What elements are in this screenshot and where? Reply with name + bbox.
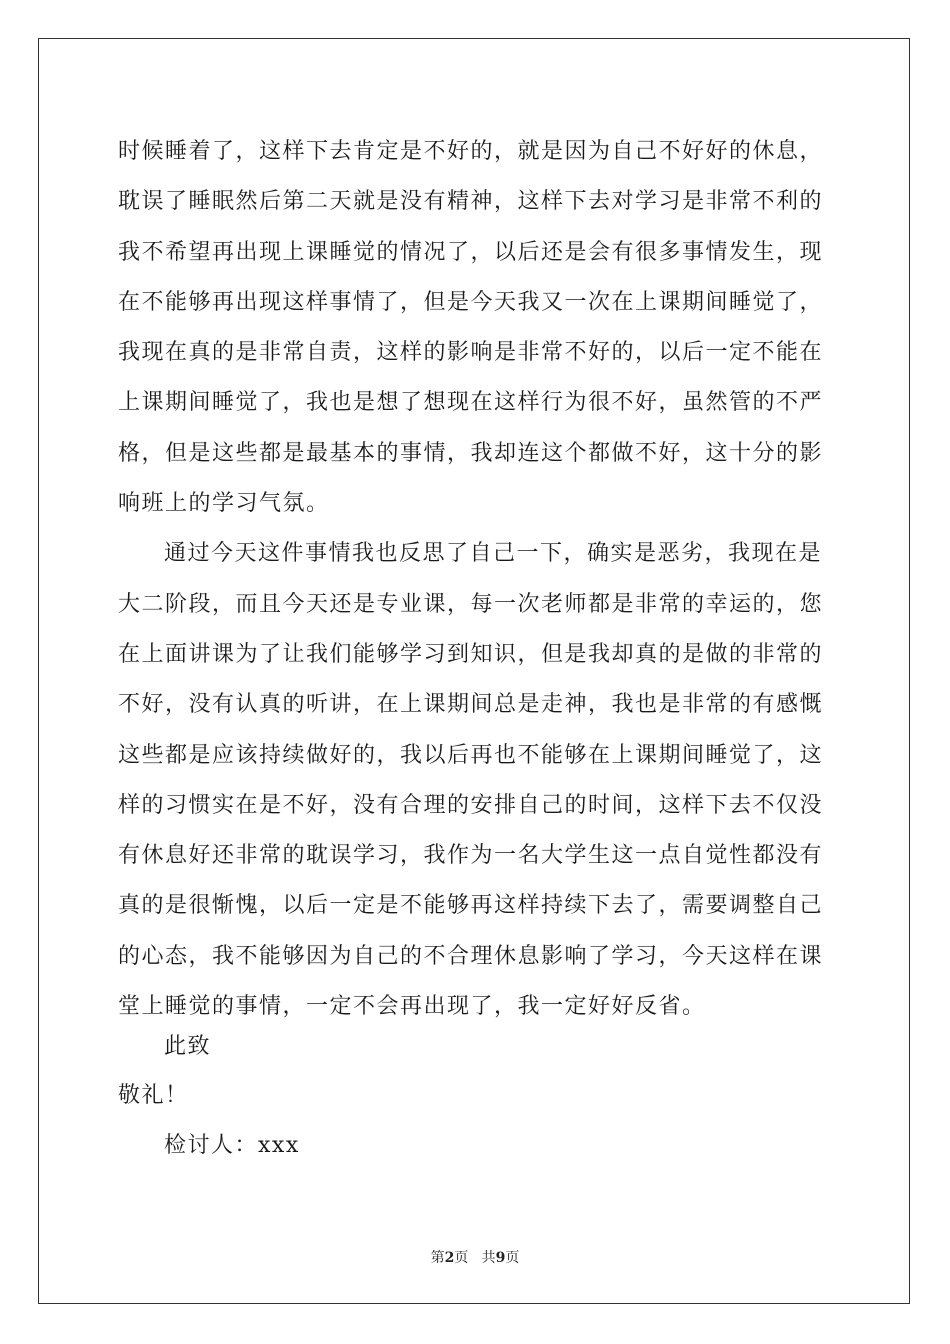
text-line: 响班上的学习气氛。 (118, 491, 330, 517)
current-page-number: 2 (444, 1250, 455, 1266)
text-line: 格，但是这些都是最基本的事情，我却连这个都做不好，这十分的影 (118, 440, 824, 466)
closing-salute: 敬礼！ (118, 1083, 189, 1108)
total-pages-number: 9 (495, 1250, 506, 1266)
footer-total-prefix: 共 (481, 1250, 496, 1266)
text-line: 时候睡着了，这样下去肯定是不好的，就是因为自己不好好的休息， (118, 139, 824, 164)
text-line: 堂上睡觉的事情，一定不会再出现了，我一定好好反省。 (118, 994, 706, 1020)
text-line: 这些都是应该持续做好的，我以后再也不能够在上课期间睡觉了，这 (118, 742, 824, 768)
text-line: 不好，没有认真的听讲，在上课期间总是走神，我也是非常的有感慨 (118, 692, 824, 718)
text-line: 上课期间睡觉了，我也是想了想现在这样行为很不好，虽然管的不严 (118, 390, 824, 416)
text-line: 在上面讲课为了让我们能够学习到知识，但是我却真的是做的非常的 (118, 641, 824, 667)
text-line: 大二阶段，而且今天还是专业课，每一次老师都是非常的幸运的，您 (118, 591, 824, 617)
page-number-footer (0, 1248, 950, 1268)
text-line: 有休息好还非常的耽误学习，我作为一名大学生这一点自觉性都没有 (118, 843, 824, 869)
paragraph-start-line: 通过今天这件事情我也反思了自己一下，确实是恶劣，我现在是 (164, 541, 823, 567)
document-body (118, 127, 834, 1032)
footer-total-unit: 页 (505, 1250, 520, 1266)
text-line: 的心态，我不能够因为自己的不合理休息影响了学习，今天这样在课 (118, 943, 824, 969)
text-line: 耽误了睡眠然后第二天就是没有精神，这样下去对学习是非常不利的 (118, 189, 824, 215)
text-line: 真的是很惭愧，以后一定是不能够再这样持续下去了，需要调整自己 (118, 893, 824, 919)
footer-prefix: 第 (430, 1250, 445, 1266)
text-line: 我现在真的是非常自责，这样的影响是非常不好的，以后一定不能在 (118, 340, 824, 366)
text-line: 在不能够再出现这样事情了，但是今天我又一次在上课期间睡觉了， (118, 289, 824, 315)
text-line: 样的习惯实在是不好，没有合理的安排自己的时间，这样下去不仅没 (118, 792, 824, 818)
text-line: 我不希望再出现上课睡觉的情况了，以后还是会有很多事情发生，现 (118, 239, 824, 265)
footer-page-unit: 页 (454, 1250, 469, 1266)
closing-to: 此致 (164, 1034, 212, 1059)
signature: 检讨人：xxx (164, 1133, 300, 1158)
